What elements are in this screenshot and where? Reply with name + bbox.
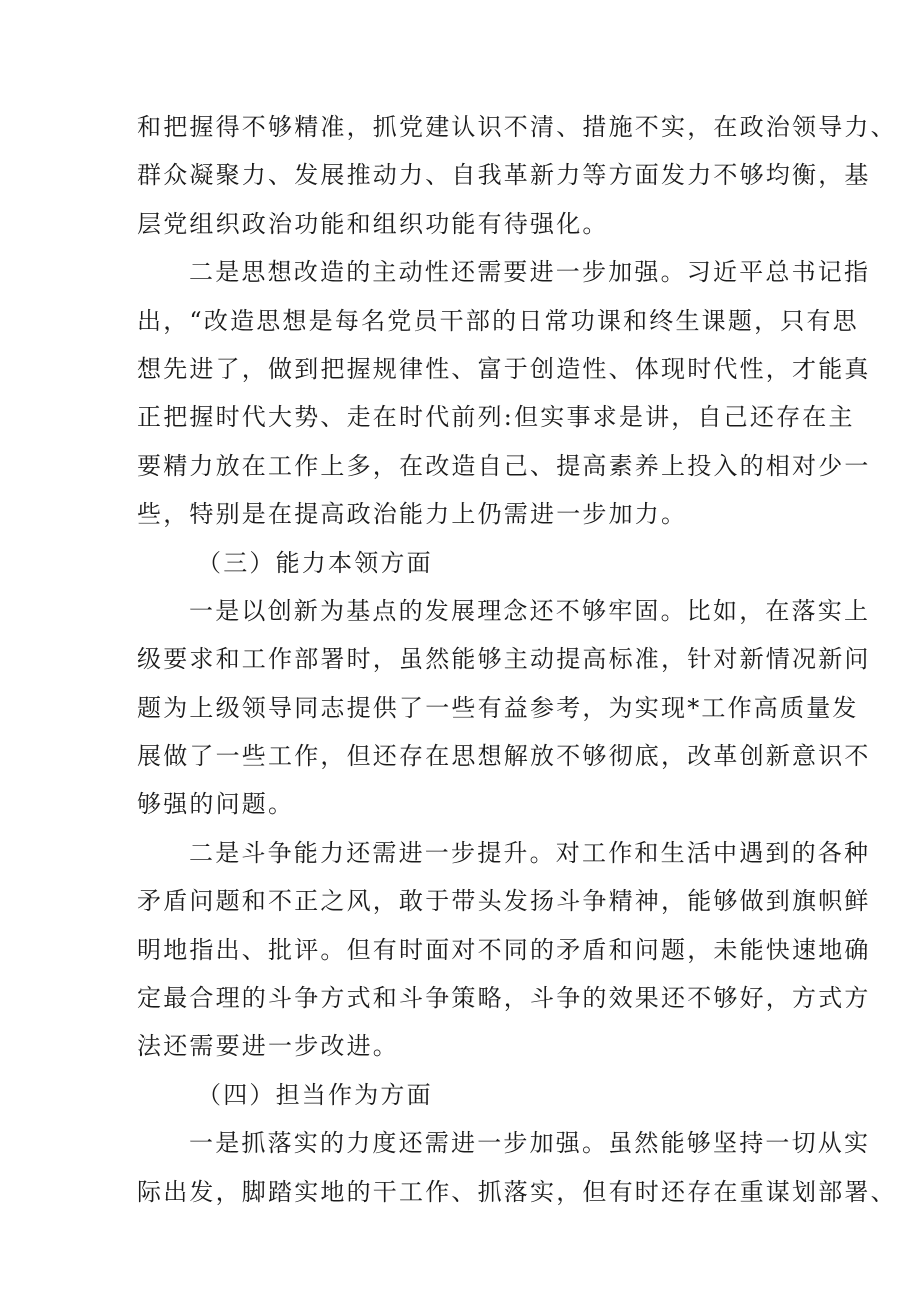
paragraph-start-line: 一是抓落实的力度还需进一步加强。虽然能够坚持一切从实 (189, 1129, 871, 1158)
text-line: 些，特别是在提高政治能力上仍需进一步加力。 (137, 500, 688, 529)
text-line: 群众凝聚力、发展推动力、自我革新力等方面发力不够均衡，基 (137, 161, 871, 190)
text-line: 定最合理的斗争方式和斗争策略，斗争的效果还不够好，方式方 (137, 984, 871, 1013)
paragraph-start-line: 二是斗争能力还需进一步提升。对工作和生活中遇到的各种 (189, 838, 871, 867)
document-body (137, 103, 897, 1216)
section-heading: （四）担当作为方面 (197, 1080, 433, 1109)
text-line: 展做了一些工作，但还存在思想解放不够彻底，改革创新意识不 (137, 742, 871, 771)
text-line: 想先进了，做到把握规律性、富于创造性、体现时代性，才能真 (137, 354, 871, 383)
text-line: 明地指出、批评。但有时面对不同的矛盾和问题，未能快速地确 (137, 935, 871, 964)
text-line: 要精力放在工作上多，在改造自己、提高素养上投入的相对少一 (137, 451, 871, 480)
text-line: 层党组织政治功能和组织功能有待强化。 (137, 209, 609, 238)
text-line: 够强的问题。 (137, 790, 295, 819)
paragraph-start-line: 二是思想改造的主动性还需要进一步加强。习近平总书记指 (189, 258, 871, 287)
text-line: 际出发，脚踏实地的干工作、抓落实，但有时还存在重谋划部署、 (137, 1177, 897, 1206)
text-line: 级要求和工作部署时，虽然能够主动提高标准，针对新情况新问 (137, 645, 871, 674)
paragraph-start-line: 一是以创新为基点的发展理念还不够牢固。比如，在落实上 (189, 596, 871, 625)
text-line: 法还需要进一步改进。 (137, 1032, 399, 1061)
section-heading: （三）能力本领方面 (197, 548, 433, 577)
text-line: 正把握时代大势、走在时代前列:但实事求是讲，自己还存在主 (137, 403, 855, 432)
text-line: 题为上级领导同志提供了一些有益参考，为实现*工作高质量发 (137, 693, 859, 722)
text-line: 出，“改造思想是每名党员干部的日常功课和终生课题，只有思 (137, 306, 859, 335)
text-line: 矛盾问题和不正之风，敢于带头发扬斗争精神，能够做到旗帜鲜 (137, 887, 871, 916)
text-line: 和把握得不够精准，抓党建认识不清、措施不实，在政治领导力、 (137, 113, 897, 141)
